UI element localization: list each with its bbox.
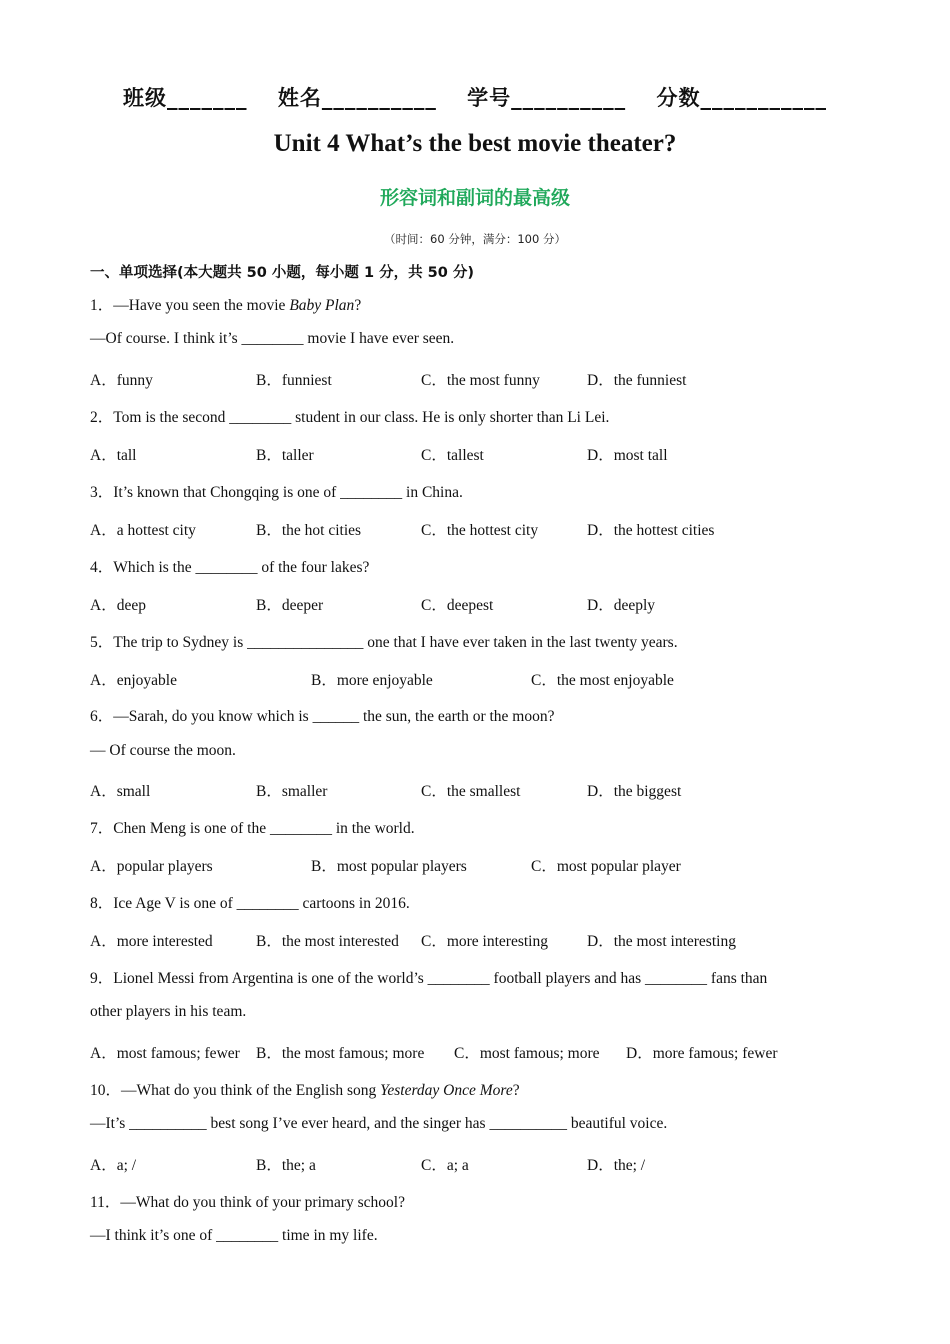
question-8-options: [90, 929, 850, 951]
option-b[interactable]: B．deeper: [256, 597, 324, 614]
question-10-stem: 10．—What do you think of the English song Yesterday Once More?: [90, 1082, 520, 1099]
option-c[interactable]: C．the smallest: [421, 783, 521, 800]
student-info-line: [0, 82, 950, 112]
question-6-stem: 6．—Sarah, do you know which is ______ the sun, the earth or the moon?: [90, 708, 555, 725]
question-3-stem: 3．It’s known that Chongqing is one of ________ in China.: [90, 484, 463, 501]
option-c[interactable]: C．more interesting: [421, 933, 548, 950]
question-11-reply: —I think it’s one of ________ time in my life.: [90, 1227, 378, 1244]
option-a[interactable]: A．most famous; fewer: [90, 1045, 240, 1062]
option-c[interactable]: C．the hottest city: [421, 522, 539, 539]
option-d[interactable]: D．the biggest: [587, 783, 682, 800]
question-5-stem: 5．The trip to Sydney is _______________ one that I have ever taken in the last twenty years.: [90, 634, 678, 651]
option-c[interactable]: C．the most enjoyable: [531, 672, 674, 689]
question-9-stem-continued: other players in his team.: [90, 1003, 247, 1020]
question-7-options: [90, 854, 850, 876]
question-2-stem: 2．Tom is the second ________ student in our class. He is only shorter than Li Lei.: [90, 409, 610, 426]
option-b[interactable]: B．the most famous; more: [256, 1045, 425, 1062]
option-b[interactable]: B．the; a: [256, 1157, 316, 1174]
option-a[interactable]: A．a; /: [90, 1157, 137, 1174]
section-heading: 一、单项选择(本大题共 50 小题，每小题 1 分，共 50 分): [90, 265, 474, 281]
option-a[interactable]: A．popular players: [90, 858, 213, 875]
time-and-score-note: （时间：60 分钟，满分：100 分）: [384, 232, 566, 246]
question-1-stem: 1．—Have you seen the movie Baby Plan?: [90, 297, 362, 314]
question-4-stem: 4．Which is the ________ of the four lakes?: [90, 559, 370, 576]
option-b[interactable]: B．the most interested: [256, 933, 399, 950]
question-11-stem: 11．—What do you think of your primary school?: [90, 1194, 405, 1211]
class-field: 班级_______: [123, 86, 248, 110]
option-a[interactable]: A．enjoyable: [90, 672, 177, 689]
option-a[interactable]: A．funny: [90, 372, 153, 389]
question-9-options: [90, 1041, 850, 1063]
question-10-reply: —It’s __________ best song I’ve ever heard, and the singer has __________ beautiful voice.: [90, 1115, 668, 1132]
option-d[interactable]: D．the hottest cities: [587, 522, 715, 539]
question-8-stem: 8．Ice Age V is one of ________ cartoons in 2016.: [90, 895, 410, 912]
option-d[interactable]: D．deeply: [587, 597, 656, 614]
option-a[interactable]: A．small: [90, 783, 151, 800]
option-a[interactable]: A．deep: [90, 597, 146, 614]
question-4-options: [90, 593, 850, 615]
topic-subtitle: 形容词和副词的最高级: [379, 187, 570, 209]
question-1-reply: —Of course. I think it’s ________ movie I have ever seen.: [90, 330, 455, 347]
option-a[interactable]: A．more interested: [90, 933, 213, 950]
option-b[interactable]: B．most popular players: [311, 858, 467, 875]
question-6-reply: — Of course the moon.: [90, 742, 236, 759]
question-1-options: [90, 368, 850, 390]
score-field: 分数___________: [656, 86, 827, 110]
option-b[interactable]: B．the hot cities: [256, 522, 362, 539]
option-b[interactable]: B．smaller: [256, 783, 328, 800]
option-b[interactable]: B．taller: [256, 447, 314, 464]
option-a[interactable]: A．a hottest city: [90, 522, 196, 539]
name-field: 姓名__________: [277, 86, 437, 110]
option-c[interactable]: C．the most funny: [421, 372, 540, 389]
option-c[interactable]: C．tallest: [421, 447, 484, 464]
option-d[interactable]: D．more famous; fewer: [626, 1045, 778, 1062]
unit-title: Unit 4 What’s the best movie theater?: [273, 130, 677, 157]
option-c[interactable]: C．most popular player: [531, 858, 681, 875]
option-c[interactable]: C．deepest: [421, 597, 494, 614]
option-a[interactable]: A．tall: [90, 447, 137, 464]
option-d[interactable]: D．the funniest: [587, 372, 687, 389]
option-d[interactable]: D．the most interesting: [587, 933, 736, 950]
option-d[interactable]: D．the; /: [587, 1157, 646, 1174]
question-6-options: [90, 779, 850, 801]
option-c[interactable]: C．most famous; more: [454, 1045, 600, 1062]
question-3-options: [90, 518, 850, 540]
question-10-options: [90, 1153, 850, 1175]
option-b[interactable]: B．funniest: [256, 372, 332, 389]
option-c[interactable]: C．a; a: [421, 1157, 469, 1174]
option-b[interactable]: B．more enjoyable: [311, 672, 433, 689]
question-7-stem: 7．Chen Meng is one of the ________ in the world.: [90, 820, 415, 837]
question-9-stem: 9．Lionel Messi from Argentina is one of the world’s ________ football players and has ________ fans than: [90, 970, 768, 987]
student-id-field: 学号__________: [467, 86, 627, 110]
question-2-options: [90, 443, 850, 465]
question-5-options: [90, 668, 850, 690]
option-d[interactable]: D．most tall: [587, 447, 668, 464]
